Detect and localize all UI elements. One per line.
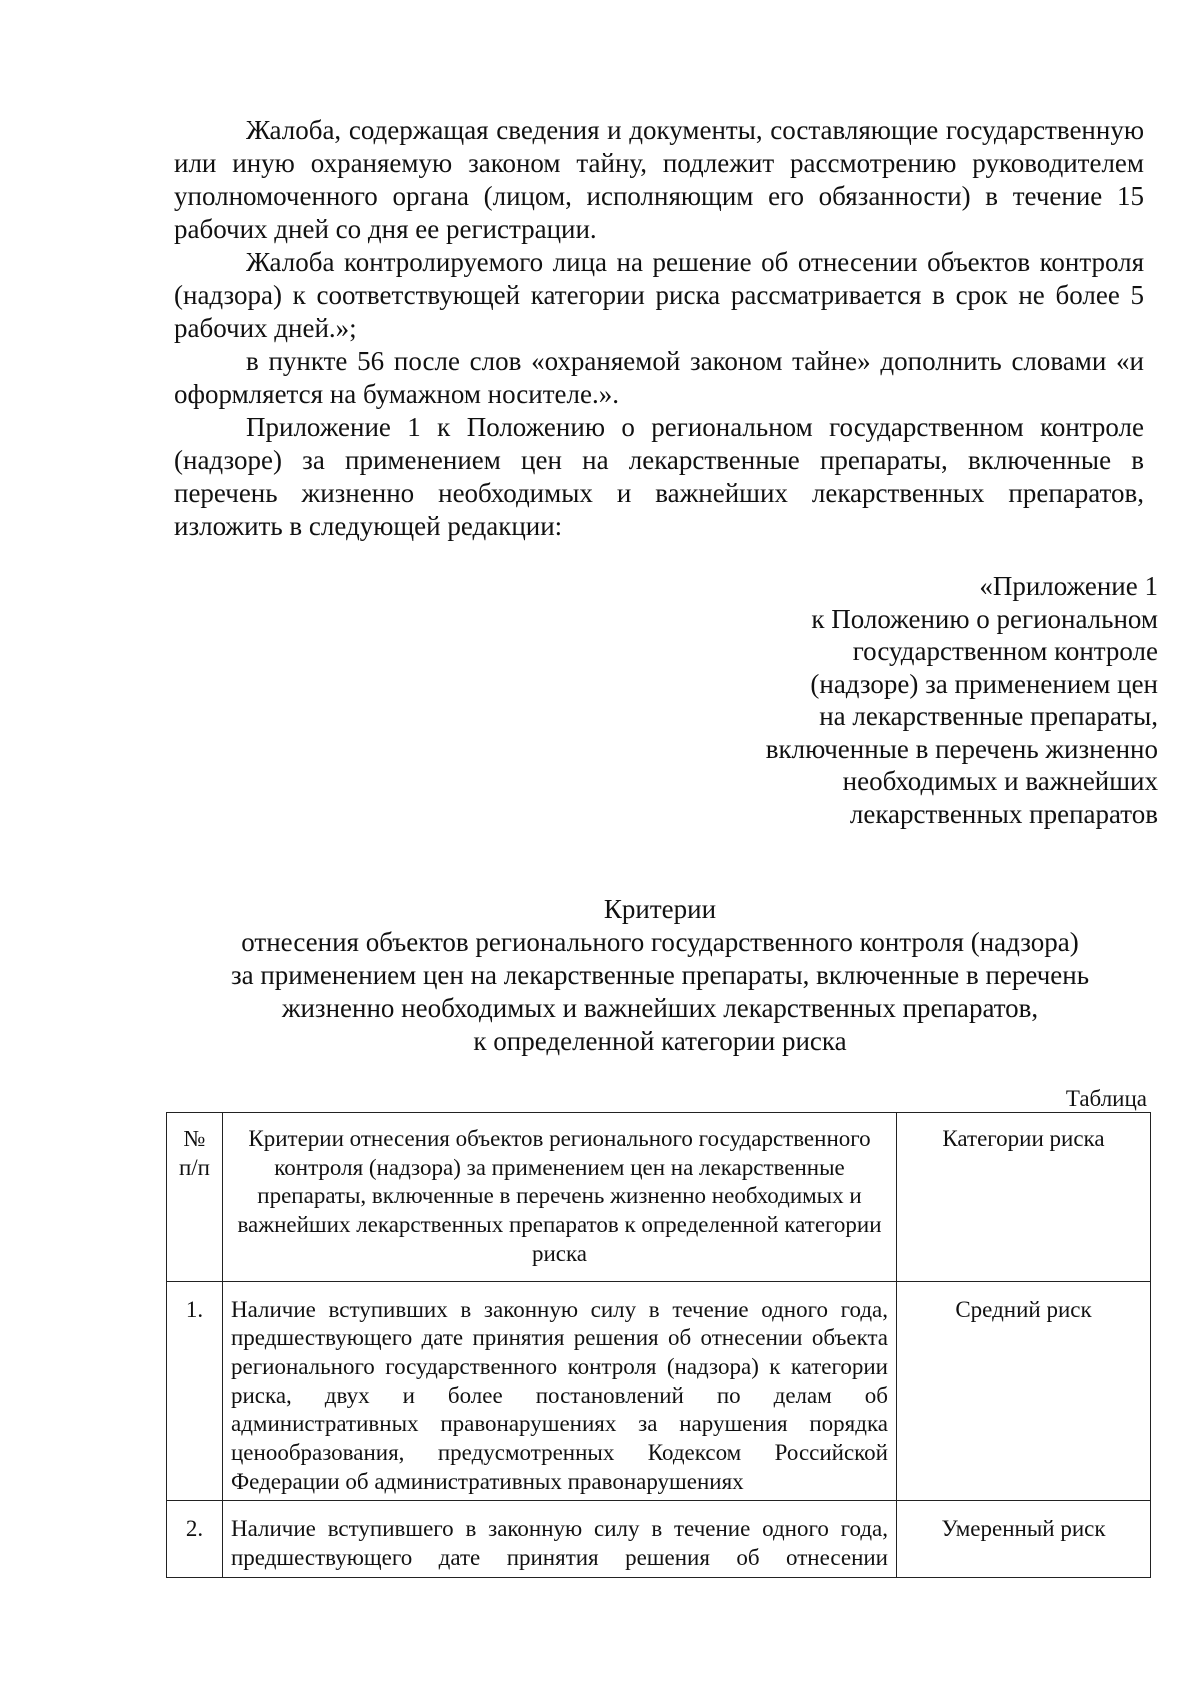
paragraph-point-56: в пункте 56 после слов «охраняемой законом тайне» дополнить словами «и оформляется на бумажном носителе.». <box>174 346 1144 409</box>
row-num: 1. <box>167 1281 223 1501</box>
table-caption: Таблица <box>1065 1086 1147 1111</box>
appendix-line: государственном контроле <box>852 636 1158 666</box>
criteria-title-line: жизненно необходимых и важнейших лекарственных препаратов, <box>281 993 1039 1023</box>
appendix-line: включенные в перечень жизненно <box>765 733 1158 764</box>
row-category: Умеренный риск <box>897 1501 1151 1577</box>
criteria-title-line: к определенной категории риска <box>473 1026 847 1056</box>
paragraph-complaint-secret: Жалоба, содержащая сведения и документы, составляющие государственную или иную охраняемую законом тайну, подлежит рассмотрению руководителем уполномоченного органа (лицом, исполняющим его обязанности) в течение 15 рабочих дней со дня ее регистрации. <box>174 115 1144 244</box>
criteria-table <box>166 1112 1151 1578</box>
appendix-line: на лекарственные препараты, <box>819 701 1158 731</box>
appendix-line: лекарственных препаратов <box>849 798 1158 829</box>
table-header-row <box>167 1113 1151 1282</box>
row-criteria: Наличие вступивших в законную силу в течение одного года, предшествующего дате принятия решения об отнесении объекта регионального государственного контроля (надзора) к категории риска, двух и более постановлений по делам об административных правонарушениях за нарушения порядка ценообразования, предусмотренных Кодексом Российской Федерации об административных правонарушениях <box>223 1281 897 1501</box>
criteria-title-line: отнесения объектов регионального государственного контроля (надзора) <box>241 927 1079 957</box>
paragraph-complaint-risk: Жалоба контролируемого лица на решение об отнесении объектов контроля (надзора) к соответствующей категории риска рассматривается в срок не более 5 рабочих дней.»; <box>174 247 1144 343</box>
appendix-line: к Положению о региональном <box>811 603 1158 634</box>
header-criteria: Критерии отнесения объектов регионального государственного контроля (надзора) за применением цен на лекарственные препараты, включенные в перечень жизненно необходимых и важнейших лекарственных препаратов к определенной категории риска <box>223 1113 897 1282</box>
row-category: Средний риск <box>897 1281 1151 1501</box>
paragraph-appendix-intro: Приложение 1 к Положению о региональном государственном контроле (надзоре) за применением цен на лекарственные препараты, включенные в перечень жизненно необходимых и важнейших лекарственных препаратов, изложить в следующей редакции: <box>174 412 1144 541</box>
criteria-title <box>160 893 1160 1058</box>
row-criteria: Наличие вступившего в законную силу в течение одного года, предшествующего дате принятия решения об отнесении <box>223 1501 897 1577</box>
table-row <box>167 1501 1151 1577</box>
appendix-line: (надзоре) за применением цен <box>810 668 1158 699</box>
row-num: 2. <box>167 1501 223 1577</box>
appendix-heading <box>680 570 1158 830</box>
criteria-title-line: за применением цен на лекарственные препараты, включенные в перечень <box>230 960 1090 990</box>
header-category: Категории риска <box>897 1113 1151 1282</box>
appendix-line: необходимых и важнейших <box>842 766 1158 796</box>
table-row <box>167 1281 1151 1501</box>
appendix-line: «Приложение 1 <box>979 571 1158 601</box>
body-text <box>174 114 1144 543</box>
header-num: № п/п <box>167 1113 223 1282</box>
criteria-title-line: Критерии <box>603 894 717 924</box>
